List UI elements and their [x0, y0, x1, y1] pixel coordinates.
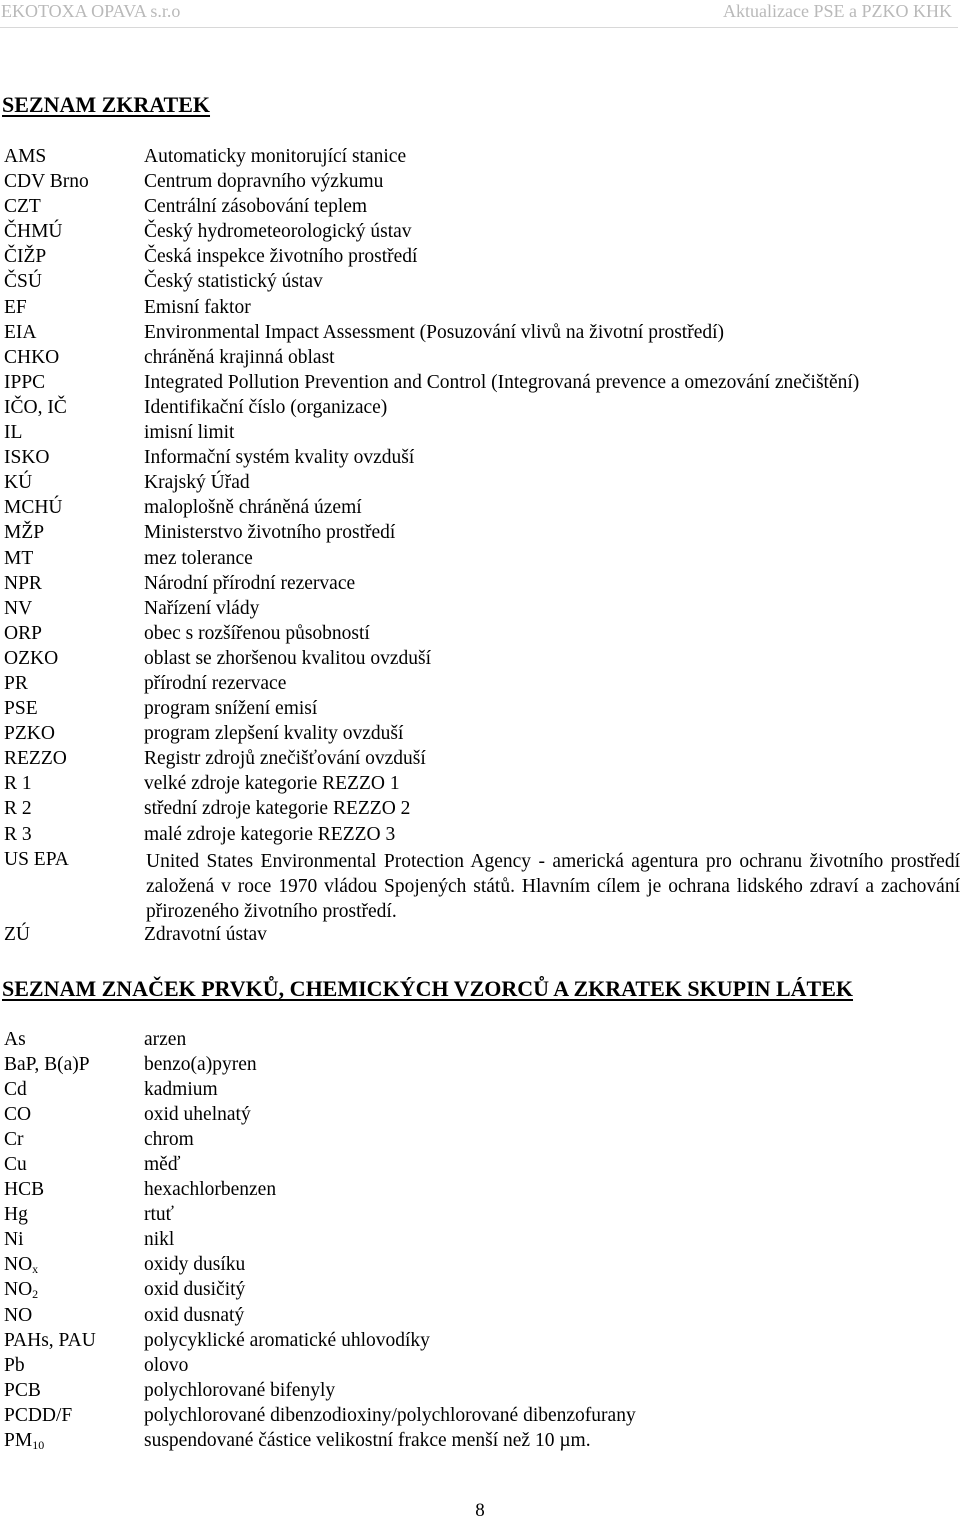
item-definition: Krajský Úřad: [144, 472, 250, 494]
list-item: [4, 422, 960, 447]
item-abbreviation: PAHs, PAU: [4, 1329, 96, 1351]
item-abbreviation: BaP, B(a)P: [4, 1054, 90, 1076]
item-definition: měď: [144, 1154, 181, 1176]
item-definition: Centrum dopravního výzkumu: [144, 171, 384, 193]
item-definition: Automaticky monitorující stanice: [144, 146, 407, 167]
item-abbreviation: OZKO: [4, 647, 59, 669]
item-abbreviation: Cd: [4, 1079, 27, 1101]
list-item: [4, 1279, 960, 1304]
item-definition: Zdravotní ústav: [144, 923, 267, 945]
item-definition: polychlorované bifenyly: [144, 1379, 336, 1401]
list-item: [4, 548, 960, 573]
list-item: [4, 598, 960, 623]
item-abbreviation: ČHMÚ: [4, 221, 63, 243]
list-item: [4, 698, 960, 723]
item-abbreviation: NO: [4, 1304, 33, 1326]
item-definition: chrom: [144, 1129, 194, 1151]
item-definition: Environmental Impact Assessment (Posuzování vlivů na životní prostředí): [144, 321, 725, 343]
item-abbreviation: ZÚ: [4, 923, 30, 945]
list-item: [4, 1254, 960, 1279]
item-definition: Český statistický ústav: [144, 271, 323, 293]
item-definition: malé zdroje kategorie REZZO 3: [144, 823, 396, 845]
item-definition: Emisní faktor: [144, 296, 251, 318]
list-item: [4, 196, 960, 221]
list-item: [4, 723, 960, 748]
item-abbreviation: ČIŽP: [4, 246, 47, 268]
item-abbreviation: $PM_{10}$: [4, 1429, 45, 1452]
item-definition: program snížení emisí: [144, 698, 318, 720]
list-item: [4, 246, 960, 271]
header-document-title: Aktualizace PSE a PZKO KHK: [723, 1, 952, 21]
list-item: [4, 673, 960, 698]
item-abbreviation: MŽP: [4, 522, 45, 544]
item-definition: chráněná krajinná oblast: [144, 346, 335, 368]
item-definition: přírodní rezervace: [144, 672, 287, 694]
list-item: [4, 623, 960, 648]
item-definition: Česká inspekce životního prostředí: [144, 246, 418, 268]
item-definition: rtuť: [144, 1204, 174, 1226]
list-item: [4, 1029, 960, 1054]
item-definition: nikl: [144, 1229, 175, 1251]
list-item: [4, 1380, 960, 1405]
item-abbreviation: PCDD/F: [4, 1404, 73, 1426]
list-item: [4, 1430, 960, 1455]
list-item: [4, 297, 960, 322]
item-abbreviation: R 3: [4, 823, 32, 845]
list-item: [4, 798, 960, 823]
item-abbreviation: CDV Brno: [4, 171, 89, 193]
abbreviations-list: [4, 146, 960, 949]
item-definition: oblast se zhoršenou kvalitou ovzduší: [144, 647, 432, 669]
item-definition: oxid uhelnatý: [144, 1104, 251, 1126]
item-abbreviation: EF: [4, 296, 27, 318]
item-abbreviation: As: [4, 1029, 26, 1050]
item-abbreviation: IPPC: [4, 371, 46, 393]
item-abbreviation: R 2: [4, 798, 32, 820]
item-definition: polychlorované dibenzodioxiny/polychlorované dibenzofurany: [144, 1404, 636, 1426]
item-abbreviation: KÚ: [4, 472, 33, 494]
item-abbreviation: NPR: [4, 572, 42, 594]
symbols-list: [4, 1029, 960, 1455]
list-item: [4, 397, 960, 422]
item-definition: Ministerstvo životního prostředí: [144, 522, 396, 544]
list-item: [4, 849, 960, 924]
item-definition: benzo(a)pyren: [144, 1054, 257, 1076]
list-item: [4, 372, 960, 397]
item-abbreviation: ORP: [4, 622, 42, 644]
list-item: [4, 1179, 960, 1204]
item-definition: oxid dusnatý: [144, 1304, 245, 1326]
item-abbreviation: CZT: [4, 196, 41, 218]
list-item: [4, 1104, 960, 1129]
item-abbreviation: $NO_2$: [4, 1279, 39, 1302]
item-abbreviation: Cu: [4, 1154, 27, 1176]
list-item: [4, 1355, 960, 1380]
list-item: [4, 522, 960, 547]
item-definition: hexachlorbenzen: [144, 1179, 277, 1201]
list-item: [4, 1154, 960, 1179]
item-abbreviation: PR: [4, 672, 28, 694]
list-item: [4, 1054, 960, 1079]
item-definition: Český hydrometeorologický ústav: [144, 221, 412, 243]
item-definition: Centrální zásobování teplem: [144, 196, 368, 218]
item-definition: Identifikační číslo (organizace): [144, 396, 388, 418]
item-abbreviation: Pb: [4, 1354, 25, 1376]
item-abbreviation: ISKO: [4, 447, 50, 469]
list-item: [4, 1079, 960, 1104]
list-item: [4, 497, 960, 522]
item-definition: oxid dusičitý: [144, 1279, 246, 1301]
list-item: [4, 824, 960, 849]
list-item: [4, 573, 960, 598]
item-abbreviation: REZZO: [4, 748, 67, 770]
list-item: [4, 146, 960, 171]
page-number: 8: [475, 1500, 485, 1521]
list-item: [4, 748, 960, 773]
item-abbreviation: NV: [4, 597, 33, 619]
list-item: [4, 1229, 960, 1254]
item-definition: Nařízení vlády: [144, 597, 260, 619]
list-item: [4, 221, 960, 246]
item-abbreviation: CHKO: [4, 346, 60, 368]
header-divider: [0, 27, 958, 28]
item-definition: velké zdroje kategorie REZZO 1: [144, 773, 400, 795]
item-definition: polycyklické aromatické uhlovodíky: [144, 1329, 430, 1351]
item-abbreviation: ČSÚ: [4, 271, 42, 293]
item-abbreviation: MCHÚ: [4, 497, 63, 519]
item-definition: mez tolerance: [144, 547, 253, 569]
item-definition: střední zdroje kategorie REZZO 2: [144, 798, 411, 820]
item-abbreviation: Hg: [4, 1204, 28, 1226]
list-item: [4, 773, 960, 798]
item-abbreviation: EIA: [4, 321, 37, 343]
list-item: [4, 347, 960, 372]
item-abbreviation: AMS: [4, 146, 47, 167]
list-item: [4, 1204, 960, 1229]
item-definition: United States Environmental Protection Agency - americká agentura pro ochranu životního prostředí založená v roce 1970 vládou Spojených států. Hlavním cílem je ochrana lidského zdraví a zachování přirozeného životního prostředí.: [146, 850, 960, 922]
item-abbreviation: MT: [4, 547, 34, 569]
item-abbreviation: IL: [4, 422, 23, 444]
item-definition: Integrated Pollution Prevention and Control (Integrovaná prevence a omezování znečištění): [144, 371, 860, 393]
item-abbreviation: PZKO: [4, 723, 55, 745]
symbols-title: SEZNAM ZNAČEK PRVKŮ, CHEMICKÝCH VZORCŮ A ZKRATEK SKUPIN LÁTEK: [2, 976, 854, 1001]
item-definition: kadmium: [144, 1079, 218, 1101]
list-item: [4, 924, 960, 949]
list-item: [4, 322, 960, 347]
item-abbreviation: PCB: [4, 1379, 41, 1401]
list-item: [4, 447, 960, 472]
item-abbreviation: R 1: [4, 773, 32, 795]
item-definition: Registr zdrojů znečišťování ovzduší: [144, 748, 426, 770]
item-definition: oxidy dusíku: [144, 1254, 246, 1276]
item-definition: program zlepšení kvality ovzduší: [144, 723, 404, 745]
item-abbreviation: HCB: [4, 1179, 45, 1201]
list-item: [4, 648, 960, 673]
item-abbreviation: US EPA: [4, 848, 69, 870]
item-abbreviation: Ni: [4, 1229, 24, 1251]
item-definition: Národní přírodní rezervace: [144, 572, 356, 594]
list-item: [4, 1129, 960, 1154]
list-item: [4, 1305, 960, 1330]
header-company: EKOTOXA OPAVA s.r.o: [1, 1, 181, 21]
item-abbreviation: Cr: [4, 1129, 24, 1151]
list-item: [4, 271, 960, 296]
item-definition: arzen: [144, 1029, 187, 1050]
item-definition: maloplošně chráněná území: [144, 497, 362, 519]
list-item: [4, 171, 960, 196]
item-definition: suspendované částice velikostní frakce menší než 10 µm.: [144, 1429, 591, 1451]
item-abbreviation: $NO_x$: [4, 1254, 39, 1277]
list-item: [4, 1330, 960, 1355]
list-item: [4, 1405, 960, 1430]
item-definition: Informační systém kvality ovzduší: [144, 447, 415, 469]
item-abbreviation: IČO, IČ: [4, 396, 67, 418]
item-abbreviation: CO: [4, 1104, 32, 1126]
item-definition: obec s rozšířenou působností: [144, 622, 370, 644]
item-abbreviation: PSE: [4, 698, 38, 720]
abbreviations-title: SEZNAM ZKRATEK: [2, 92, 211, 117]
item-definition: olovo: [144, 1354, 189, 1376]
item-definition: imisní limit: [144, 422, 235, 444]
list-item: [4, 472, 960, 497]
